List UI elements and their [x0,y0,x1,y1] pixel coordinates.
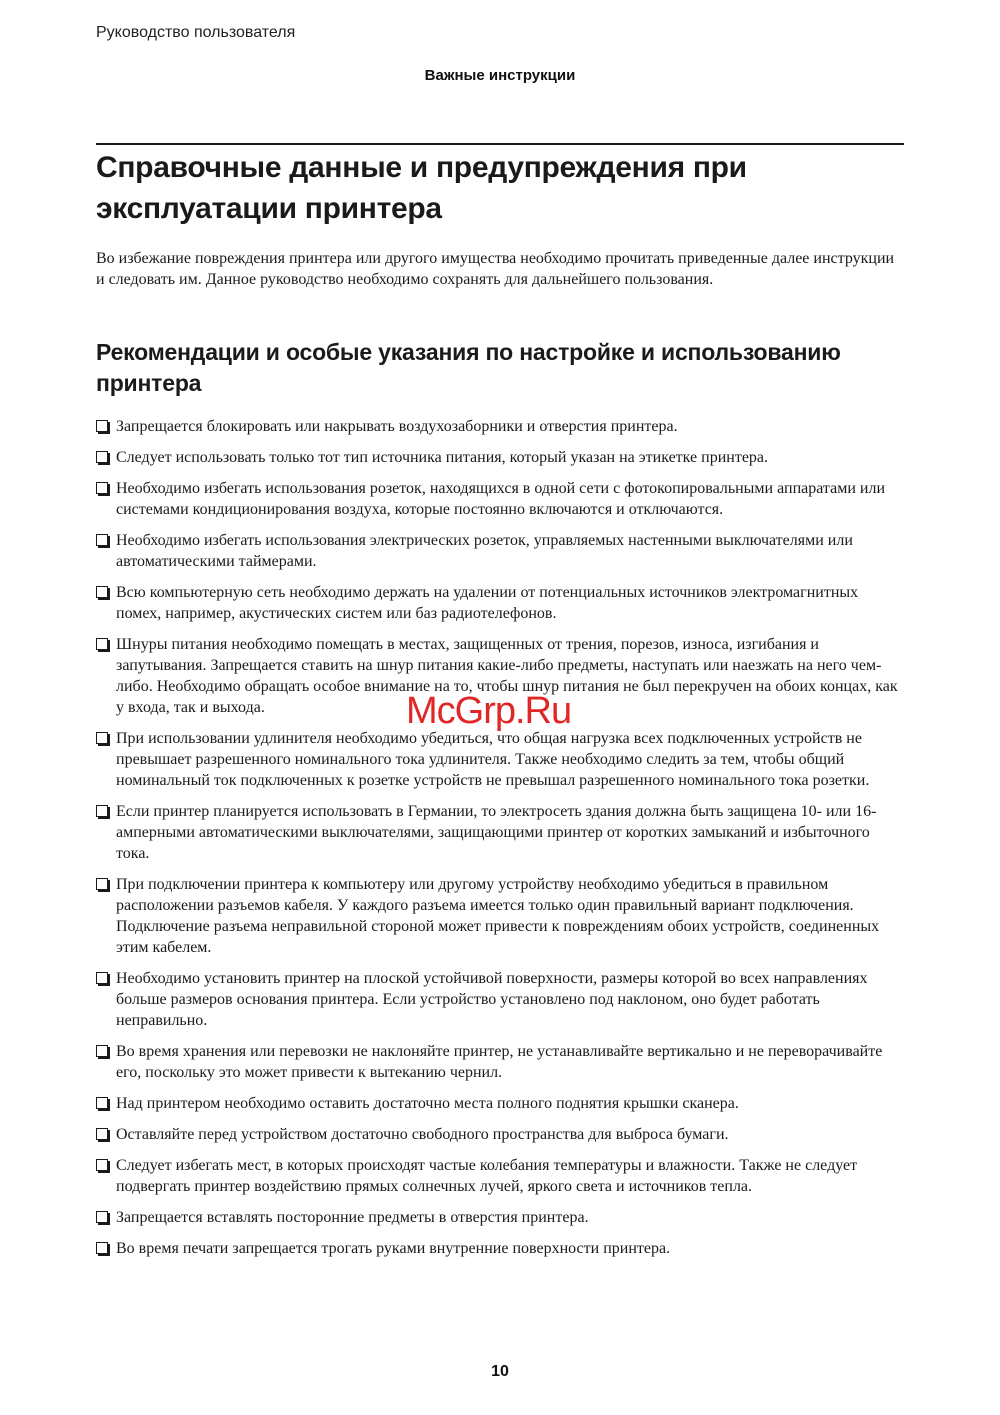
list-item-text: Над принтером необходимо оставить достаточно места полного поднятия крышки сканера. [116,1095,739,1112]
list-item-text: Необходимо установить принтер на плоской устойчивой поверхности, размеры которой во всех направлениях больше размеров основания принтера. Если устройство установлено под наклоном, оно будет работать неправильно. [116,970,868,1029]
checkbox-bullet-icon [96,732,108,744]
list-item-text: Во время печати запрещается трогать руками внутренние поверхности принтера. [116,1240,671,1257]
checkbox-bullet-icon [96,482,108,494]
list-item-text: Следует избегать мест, в которых происходят частые колебания температуры и влажности. Также не следует подвергать принтер воздействию прямых солнечных лучей, яркого света и источников тепла. [116,1157,858,1195]
running-header: Руководство пользователя [96,24,296,41]
list-item [96,968,904,1031]
list-item-text: При подключении принтера к компьютеру или другому устройству необходимо убедиться в правильном расположении разъемов кабеля. У каждого разъема имеется только один правильный вариант подключения. Подключение разъема неправильной стороной может привести к повреждениям обоих устройств, соединенных этим кабелем. [116,876,880,956]
list-item [96,728,904,791]
list-item-text: Запрещается вставлять посторонние предметы в отверстия принтера. [116,1209,589,1226]
checkbox-bullet-icon [96,586,108,598]
list-item [96,447,904,468]
list-item [96,874,904,958]
checkbox-bullet-icon [96,1242,108,1254]
checkbox-bullet-icon [96,972,108,984]
list-item-text: При использовании удлинителя необходимо убедиться, что общая нагрузка всех подключенных устройств не превышает разрешенного номинального тока удлинителя. Также необходимо следить за тем, чтобы общий номинальный ток подключенных к розетке устройств не превышал разрешенного номинального тока розетки. [116,730,870,789]
list-item-text: Следует использовать только тот тип источника питания, который указан на этикетке принтера. [116,449,769,466]
list-item [96,1093,904,1114]
checkbox-bullet-icon [96,1045,108,1057]
list-item [96,530,904,572]
list-item-text: Запрещается блокировать или накрывать воздухозаборники и отверстия принтера. [116,418,678,435]
list-item [96,1041,904,1083]
checkbox-bullet-icon [96,420,108,432]
list-item [96,634,904,718]
list-item-text: Необходимо избегать использования розеток, находящихся в одной сети с фотокопировальными аппаратами или системами кондиционирования воздуха, которые постоянно включаются и отключаются. [116,480,885,518]
list-item [96,801,904,864]
checkbox-bullet-icon [96,451,108,463]
list-item-text: Всю компьютерную сеть необходимо держать на удалении от потенциальных источников электромагнитных помех, например, акустических систем или баз радиотелефонов. [116,584,859,622]
checkbox-bullet-icon [96,1211,108,1223]
list-item [96,1155,904,1197]
checkbox-bullet-icon [96,805,108,817]
page-number: 10 [491,1363,509,1380]
list-item-text: Во время хранения или перевозки не наклоняйте принтер, не устанавливайте вертикально и не переворачивайте его, поскольку это может привести к вытеканию чернил. [116,1043,883,1081]
list-item [96,1207,904,1228]
list-item [96,1124,904,1145]
intro-paragraph: Во избежание повреждения принтера или другого имущества необходимо прочитать приведенные далее инструкции и следовать им. Данное руководство необходимо сохранять для дальнейшего пользования. [96,250,895,288]
checkbox-bullet-icon [96,1128,108,1140]
checkbox-bullet-icon [96,1097,108,1109]
list-item-text: Оставляйте перед устройством достаточно свободного пространства для выброса бумаги. [116,1126,729,1143]
list-item-text: Если принтер планируется использовать в Германии, то электросеть здания должна быть защищена 10- или 16-амперными автоматическими выключателями, защищающими принтер от коротких замыканий и избыточного тока. [116,803,877,862]
instruction-list [96,416,904,1269]
section-heading: Рекомендации и особые указания по настройке и использованию принтера [96,339,841,396]
checkbox-bullet-icon [96,1159,108,1171]
section-label: Важные инструкции [424,67,576,84]
list-item [96,1238,904,1259]
watermark: McGrp.Ru [406,690,572,732]
list-item [96,416,904,437]
list-item-text: Шнуры питания необходимо помещать в местах, защищенных от трения, порезов, износа, изгибания и запутывания. Запрещается ставить на шнур питания какие-либо предметы, наступать или наезжать на него чем-либо. Необходимо обращать особое внимание на то, чтобы шнур питания не был перекручен на обоих концах, как у входа, так и выхода. [116,636,898,716]
list-item-text: Необходимо избегать использования электрических розеток, управляемых настенными выключателями или автоматическими таймерами. [116,532,853,570]
checkbox-bullet-icon [96,878,108,890]
checkbox-bullet-icon [96,534,108,546]
list-item [96,582,904,624]
page-title: Справочные данные и предупреждения при эксплуатации принтера [96,151,747,225]
list-item [96,478,904,520]
title-rule [96,143,904,145]
checkbox-bullet-icon [96,638,108,650]
